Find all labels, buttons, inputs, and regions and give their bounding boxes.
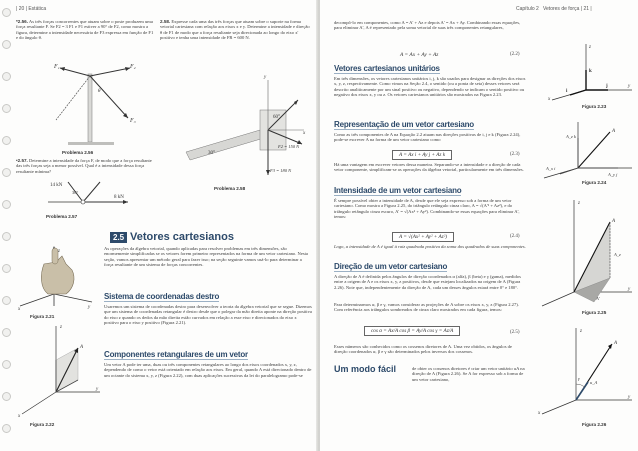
svg-text:k: k xyxy=(589,69,592,74)
svg-text:z: z xyxy=(578,201,580,206)
svg-text:x: x xyxy=(303,131,306,136)
svg-text:F₃: F₃ xyxy=(130,118,136,124)
caption-figure-2-23: Figura 2.23 xyxy=(582,104,607,109)
figure-2-26 xyxy=(536,324,634,416)
page-header-right: Capítulo 2 Vetores de força | 21 | xyxy=(516,6,592,12)
chapter-title: Vetores de força xyxy=(542,6,580,12)
binder-hole xyxy=(2,72,11,81)
right-page xyxy=(320,0,638,451)
caption-figure-2-26: Figura 2.26 xyxy=(582,422,607,427)
caption-figure-2-22: Figura 2.22 xyxy=(30,422,55,427)
caption-figure-2-24: Figura 2.24 xyxy=(582,180,607,185)
svg-text:A: A xyxy=(612,219,616,224)
figure-2-21-hand xyxy=(14,244,94,312)
svg-text:A_z: A_z xyxy=(614,252,621,257)
subsection-rectangular-components: Componentes retangulares de um vetor xyxy=(104,350,248,359)
svg-text:F₁: F₁ xyxy=(54,64,60,70)
equation-2-5: cos α = Ax/A cos β = Ay/A cos γ = Az/A xyxy=(364,326,460,336)
svg-text:z: z xyxy=(58,249,60,254)
problem-2-58: 2.58. Expresse cada uma das três forças que atuam sobre o suporte na forma vetorial cartesiana com relação aos eixos x e y. Determine a intensidade e direção θ de F1 de modo que a força resultante seja direcionada ao longo do eixo x' positivo e tenha uma intensidade de FR = 600 N. xyxy=(160,19,310,41)
subsection-magnitude: Intensidade de um vetor cartesiano xyxy=(334,186,462,195)
binder-hole xyxy=(2,264,11,273)
page-number: 20 xyxy=(18,6,25,12)
svg-text:A: A xyxy=(612,129,616,134)
f2-value: F2 = 150 N xyxy=(278,144,300,149)
binder-holes xyxy=(2,8,12,448)
caption-figure-2-25: Figura 2.25 xyxy=(582,310,607,315)
binder-hole xyxy=(2,328,11,337)
svg-text:F₂: F₂ xyxy=(130,64,136,70)
binder-hole xyxy=(2,200,11,209)
magnitude-after: Logo, a intensidade de A é igual à raiz quadrada positiva da soma dos quadrados de suas componentes. xyxy=(334,244,526,249)
svg-text:y: y xyxy=(628,84,631,89)
equation-2-4: A = √(Ax² + Ay² + Az²) xyxy=(392,232,454,242)
svg-text:A_x i: A_x i xyxy=(546,166,556,171)
binder-hole xyxy=(2,296,11,305)
binder-hole xyxy=(2,232,11,241)
section-title: Vetores cartesianos xyxy=(130,231,234,243)
figure-2-22 xyxy=(16,322,102,418)
svg-text:A': A' xyxy=(596,296,600,301)
force-14kn: 14 kN xyxy=(50,183,63,188)
representation-text: Como as três componentes de A na Equação 2.2 atuam nas direções positivas de i, j e k (Figura 2.24), pode-se escrever A na forma de um vetor cartesiano como xyxy=(334,132,521,143)
svg-text:x: x xyxy=(548,97,551,102)
representation-after: Há uma vantagem em escrever vetores dessa maneira. Separando-se a intensidade e a direção de cada vetor componente, simplificam-se as operações da álgebra vetorial, particularmente em três dimensões. xyxy=(334,162,524,173)
binder-hole xyxy=(2,392,11,401)
caption-problem-2-57: Problema 2.57 xyxy=(46,214,78,219)
equation-2-2: A = Ax + Ay + Az xyxy=(400,52,439,58)
caption-problem-2-58: Problema 2.58 xyxy=(214,186,246,191)
rectangular-components-text: Um vetor A pode ter uma, duas ou três componentes retangulares ao longo dos eixos coordenados x, y, z, dependendo de como o vetor está orientado em relação aos eixos. Em geral, quando A está direcionado dentro de um octante do sistema x, y, z (Figura 2.22), com duas aplicações sucessivas da lei do paralelogramo pode-se xyxy=(104,362,312,378)
angle-60-label: 60° xyxy=(273,115,280,120)
left-page xyxy=(0,0,318,451)
svg-text:A_z k: A_z k xyxy=(566,134,576,139)
problem-2-57: •2.57. Determine a intensidade da força F, de modo que a força resultante das três forças seja a menor possível. Qual é a intensidade dessa força resultante mínima? xyxy=(16,158,152,174)
problem-2-58-figure xyxy=(168,60,308,180)
svg-text:x: x xyxy=(538,411,541,416)
svg-text:y: y xyxy=(628,395,631,400)
binder-hole xyxy=(2,360,11,369)
equation-2-5-number: (2.5) xyxy=(510,330,520,335)
direction-text: A direção de A é definida pelos ângulos de direção coordenados α (alfa), β (beta) e γ (gama), medidos entre a origem de A e os eixos x, y, z positivos, desde que estejam localizados na origem de A (Figura 2.26). Note que, independentemente da direção de A, cada um desses ângulos estará entre 0° e 180°. xyxy=(334,274,521,290)
svg-text:θ: θ xyxy=(98,89,101,94)
section-2-5-intro: As operações da álgebra vetorial, quando aplicadas para resolver problemas em três dimensões, são enormemente simplificadas se os vetores forem primeiro representados na forma de um vetor cartesiano. Nesta seção, vamos apresentar um método geral para fazer isso; na seção seguinte vamos usá-lo para determinar a força resultante de um sistema de forças concorrentes. xyxy=(104,246,308,268)
subsection-cartesian-representation: Representação de um vetor cartesiano xyxy=(334,120,474,129)
direction-text-2: Para determinarmos α, β e γ, vamos considerar as projeções de A sobre os eixos x, y, z (Figura 2.27). Com referência aos triângulos sombreados de cinza claro mostrados em cada figura, temos: xyxy=(334,302,519,313)
svg-text:z: z xyxy=(589,45,591,50)
subsection-unit-vectors: Vetores cartesianos unitários xyxy=(334,64,440,73)
svg-text:z: z xyxy=(580,329,582,334)
subsection-direction: Direção de um vetor cartesiano xyxy=(334,262,448,271)
svg-text:x: x xyxy=(18,307,21,312)
svg-text:A: A xyxy=(80,345,84,350)
coordinate-system-text: Usaremos um sistema de coordenadas destro para desenvolver a teoria da álgebra vetorial que se segue. Dizemos que um sistema de coordenadas retangular é destro desde que o polegar da mão direita aponte na direção positiva do eixo z quando os dedos da mão direita estão curvados em relação a esse eixo e direcionados do eixo x positivo para o eixo y positivo (Figura 2.21). xyxy=(104,304,312,326)
magnitude-text: É sempre possível obter a intensidade de A, desde que ele seja expresso sob a forma de um vetor cartesiano. Como mostra a Figura 2.25, do triângulo retângulo cinza claro, A = √(A'² + Az²), e do triângulo retângulo cinza escuro, A' = √(Ax² + Ay²). Combinando-se essas equações para eliminar A', temos: xyxy=(334,198,520,220)
book-title: Estática xyxy=(28,6,47,12)
svg-text:x: x xyxy=(18,414,21,418)
caption-figure-2-21: Figura 2.21 xyxy=(30,314,55,319)
subsection-coordinate-system: Sistema de coordenadas destro xyxy=(104,292,220,301)
svg-text:A_y j: A_y j xyxy=(608,172,618,177)
svg-text:y: y xyxy=(88,305,91,310)
page-header-left: | 20 | Estática xyxy=(16,6,47,12)
svg-text:y: y xyxy=(96,387,99,392)
binder-hole xyxy=(2,8,11,17)
angle-30-label: 30° xyxy=(208,151,215,156)
svg-text:y: y xyxy=(628,287,631,292)
binder-hole xyxy=(2,136,11,145)
intro-paragraph: decompô-lo em componentes, como A = A' + Az e depois A' = Ax + Ay. Combinando essas equações, para eliminar A', A é representado pela soma vetorial de suas três componentes retangulares, xyxy=(334,20,521,31)
svg-text:u_A: u_A xyxy=(590,380,598,385)
unit-vectors-text: Em três dimensões, os vetores cartesianos unitários i, j, k são usados para designar as direções dos eixos x, y, z, respectivamente. Como vimos na Seção 2.4, o sentido (ou a ponta de seta) desses vetores será descrito analiticamente por um sinal positivo ou negativo, dependendo se indicam o sentido positivo ou negativo dos eixos x, y ou z. Os vetores cartesianos unitários são mostrados na Figura 2.23. xyxy=(334,76,526,98)
figure-2-24 xyxy=(538,118,634,180)
svg-text:A: A xyxy=(614,341,618,346)
figure-2-23 xyxy=(542,40,634,102)
f3-value: F3 = 180 N xyxy=(270,168,292,173)
equation-2-2-number: (2.2) xyxy=(510,52,520,57)
svg-text:y: y xyxy=(264,75,267,80)
figure-2-25 xyxy=(538,196,634,308)
easy-way-heading: Um modo fácil xyxy=(334,364,397,374)
problem-2-56-figure xyxy=(38,62,148,152)
force-8kn: 8 kN xyxy=(114,195,124,200)
problem-2-56: *2.56. As três forças concorrentes que atuam sobre o poste produzem uma força resultante F. Se F2 = 3 F1 e F1 estiver a 90° de F2, como mostra a figura, determine a intensidade necessária de F3 expressa em função de F1 e do ângulo θ. xyxy=(16,19,154,41)
binder-hole xyxy=(2,40,11,49)
svg-text:z: z xyxy=(60,325,62,330)
binder-hole xyxy=(2,168,11,177)
page-number: 21 xyxy=(583,6,590,12)
direction-after: Esses números são conhecidos como os cossenos diretores de A. Uma vez obtidos, os ângulos de direção coordenados α, β e γ são determinados pelos inversos dos cossenos. xyxy=(334,344,512,355)
equation-2-3-number: (2.3) xyxy=(510,152,520,157)
svg-text:γ: γ xyxy=(578,376,580,381)
problem-2-57-figure xyxy=(28,180,138,210)
section-badge: 2.5 xyxy=(110,232,127,243)
angle-30b: 30° xyxy=(72,190,79,195)
equation-2-3: A = Ax i + Ay j + Az k xyxy=(392,150,452,160)
easy-way-text: de obter os cossenos diretores é criar um vetor unitário uA na direção de A (Figura 2.26). Se A for expresso sob a forma de um vetor cartesiano, xyxy=(412,366,525,382)
svg-text:j: j xyxy=(606,84,608,89)
equation-2-4-number: (2.4) xyxy=(510,234,520,239)
binder-hole xyxy=(2,104,11,113)
binder-hole xyxy=(2,424,11,433)
chapter-label: Capítulo 2 xyxy=(516,6,539,12)
caption-problem-2-56: Problema 2.56 xyxy=(62,150,94,155)
svg-text:i: i xyxy=(566,89,568,94)
